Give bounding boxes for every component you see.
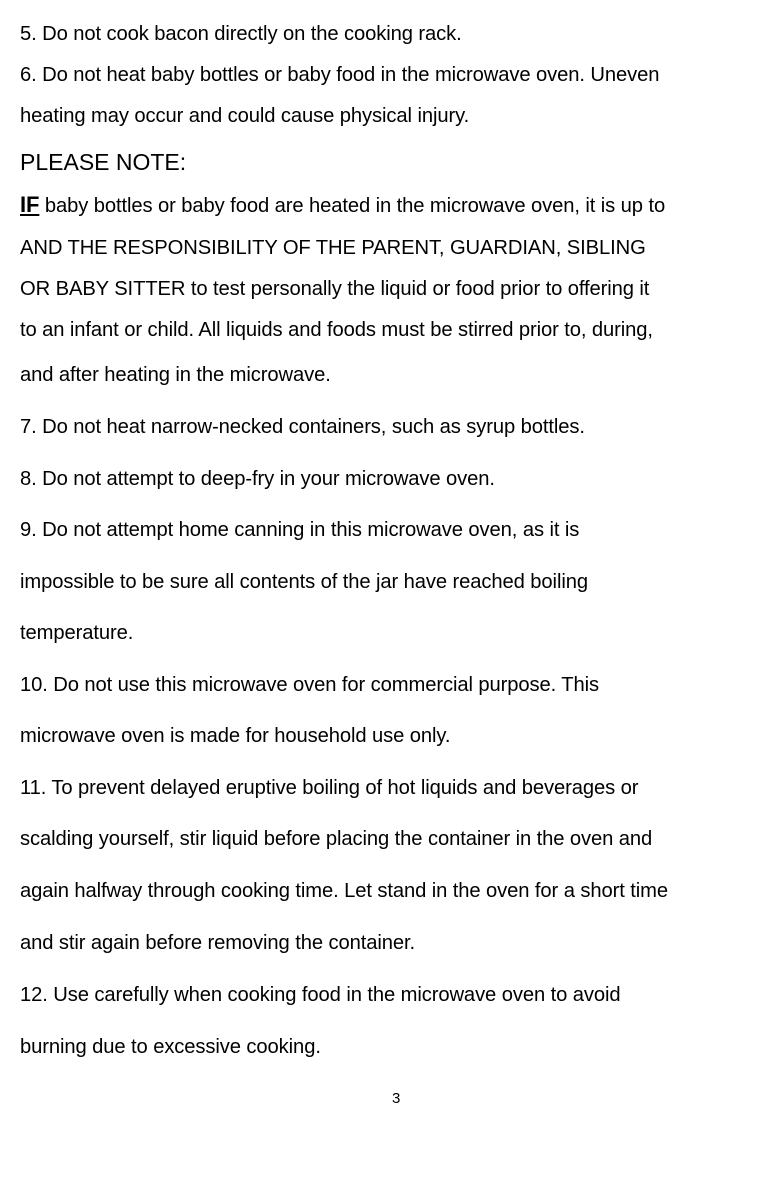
note-line-2: AND THE RESPONSIBILITY OF THE PARENT, GUARDIAN, SIBLING: [20, 237, 646, 259]
item-11-line-4: and stir again before removing the container.: [20, 932, 416, 954]
item-5: 5. Do not cook bacon directly on the cooking rack.: [20, 23, 462, 45]
item-10-line-2: microwave oven is made for household use only.: [20, 725, 451, 747]
item-10-line-1: 10. Do not use this microwave oven for commercial purpose. This: [20, 674, 600, 696]
note-line-1: [20, 193, 665, 218]
item-7: 7. Do not heat narrow-necked containers, such as syrup bottles.: [20, 416, 585, 438]
note-line-1-text: baby bottles or baby food are heated in the microwave oven, it is up to: [39, 195, 666, 217]
note-line-4: to an infant or child. All liquids and foods must be stirred prior to, during,: [20, 319, 653, 341]
item-6-line-2: heating may occur and could cause physical injury.: [20, 105, 470, 127]
item-9-line-2: impossible to be sure all contents of the jar have reached boiling: [20, 571, 588, 593]
please-note-heading: PLEASE NOTE:: [20, 149, 187, 175]
if-emphasis: IF: [20, 192, 40, 217]
item-11-line-1: 11. To prevent delayed eruptive boiling of hot liquids and beverages or: [20, 777, 639, 799]
item-11-line-2: scalding yourself, stir liquid before placing the container in the oven and: [20, 828, 653, 850]
item-9-line-1: 9. Do not attempt home canning in this microwave oven, as it is: [20, 519, 580, 541]
item-9-line-3: temperature.: [20, 622, 134, 644]
note-line-3: OR BABY SITTER to test personally the liquid or food prior to offering it: [20, 278, 650, 300]
item-12-line-1: 12. Use carefully when cooking food in the microwave oven to avoid: [20, 984, 621, 1006]
note-line-5: and after heating in the microwave.: [20, 364, 331, 386]
page-number: 3: [392, 1090, 401, 1107]
item-8: 8. Do not attempt to deep-fry in your microwave oven.: [20, 468, 495, 490]
item-12-line-2: burning due to excessive cooking.: [20, 1036, 321, 1058]
item-11-line-3: again halfway through cooking time. Let stand in the oven for a short time: [20, 880, 668, 902]
item-6-line-1: 6. Do not heat baby bottles or baby food in the microwave oven. Uneven: [20, 64, 660, 86]
